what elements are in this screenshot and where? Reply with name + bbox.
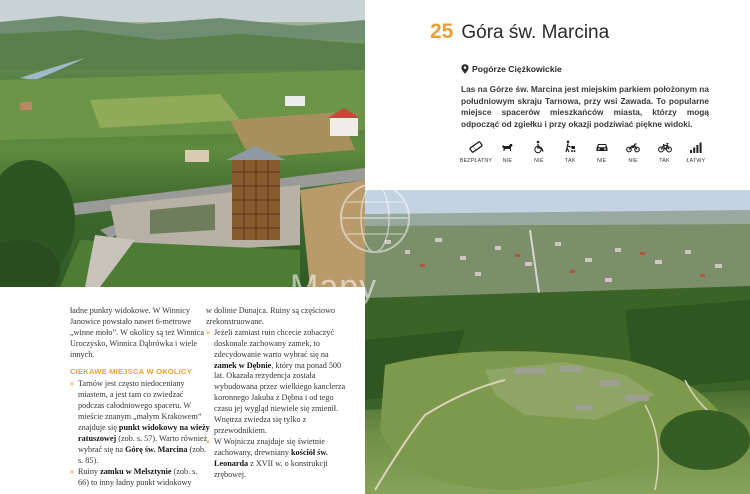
info-icons-row: [461, 140, 711, 164]
motorcycle-icon: [626, 140, 640, 154]
map-pin-icon: [461, 64, 469, 74]
info-difficulty: ŁATWY: [681, 140, 711, 164]
difficulty-bars-icon: [689, 140, 703, 154]
bullet-wojnicz: » W Wojniczu znajduje się świetnie zachowany, drewniany kościół św. Leonarda z XVII w. o konstrukcji zrębowej.: [206, 437, 352, 481]
info-wheelchair: NIE: [524, 140, 554, 164]
bullet-melsztyn: » Ruiny zamku w Melsztynie (zob. s. 66) to inny ładny punkt widokowy: [70, 467, 210, 489]
entry-title: Góra św. Marcina: [461, 22, 610, 43]
bullet-tarnow: » Tarnów jest często niedoceniany miastem, a jest tam co zwiedzać podczas całodniowego spaceru. W mieście znanym „małym Krakowem” znajduje się punkt widokowy na wieży ratuszowej (zob. s. 57). Warto również wybrać się na Górę św. Marcina (zob. s. 85).: [70, 379, 210, 466]
left-text-column-1: [70, 306, 210, 489]
location-name: Pogórze Ciężkowickie: [472, 64, 562, 74]
location-line: [461, 64, 562, 74]
car-icon: [595, 140, 609, 154]
info-bicycle: TAK: [650, 140, 680, 164]
wheelchair-icon: [532, 140, 546, 154]
description: Las na Górze św. Marcina jest miejskim parkiem położonym na południowym skraju Tarnowa, przy wsi Zawada. To popularne miejsce spacerów mieszkańców miasta, którzy mogą odpocząć od zgiełku i przy okazji podziwiać piękne widoki.: [461, 84, 709, 129]
continuation-paragraph: w dolinie Dunajca. Ruiny są częściowo zrekonstruowane.: [206, 306, 336, 326]
watermark-globe-icon: [335, 178, 415, 258]
page-title: [430, 20, 609, 44]
info-motorcycle: NIE: [618, 140, 648, 164]
left-text-column-2: [206, 306, 352, 481]
aerial-hill-photo: [365, 190, 750, 494]
watermark-text: Mapy: [290, 268, 378, 306]
info-stroller: TAK: [555, 140, 585, 164]
intro-paragraph: ładne punkty widokowe. W Winnicy Janowice powstało nawet 6-metrowe „winne moło”. W okolicy są też Winnica Uroczysko, Winnica Dąbrówka i wiele innych.: [70, 306, 205, 359]
section-heading: CIEKAWE MIEJSCA W OKOLICY: [70, 366, 193, 376]
stroller-icon: [563, 140, 577, 154]
dog-icon: [500, 140, 514, 154]
info-dogs: NIE: [492, 140, 522, 164]
entry-number: 25: [430, 20, 454, 43]
ticket-icon: [469, 140, 483, 154]
info-free-entry: BEZPŁATNY: [461, 140, 491, 164]
bullet-debno: » Jeżeli zamiast ruin chcecie zobaczyć doskonale zachowany zamek, to zdecydowanie warto wybrać się na zamek w Dębnie, który ma ponad 500 lat. Okazała rezydencja została wybudowana przez wielkiego kanclerza koronnego Jakuba z Dębna i od tego czasu jej wygląd niewiele się zmienił. Wnętrza zwiedza się tylko z przewodnikiem.: [206, 328, 352, 437]
bicycle-icon: [658, 140, 672, 154]
observation-tower-photo: [0, 0, 365, 287]
info-car: NIE: [587, 140, 617, 164]
